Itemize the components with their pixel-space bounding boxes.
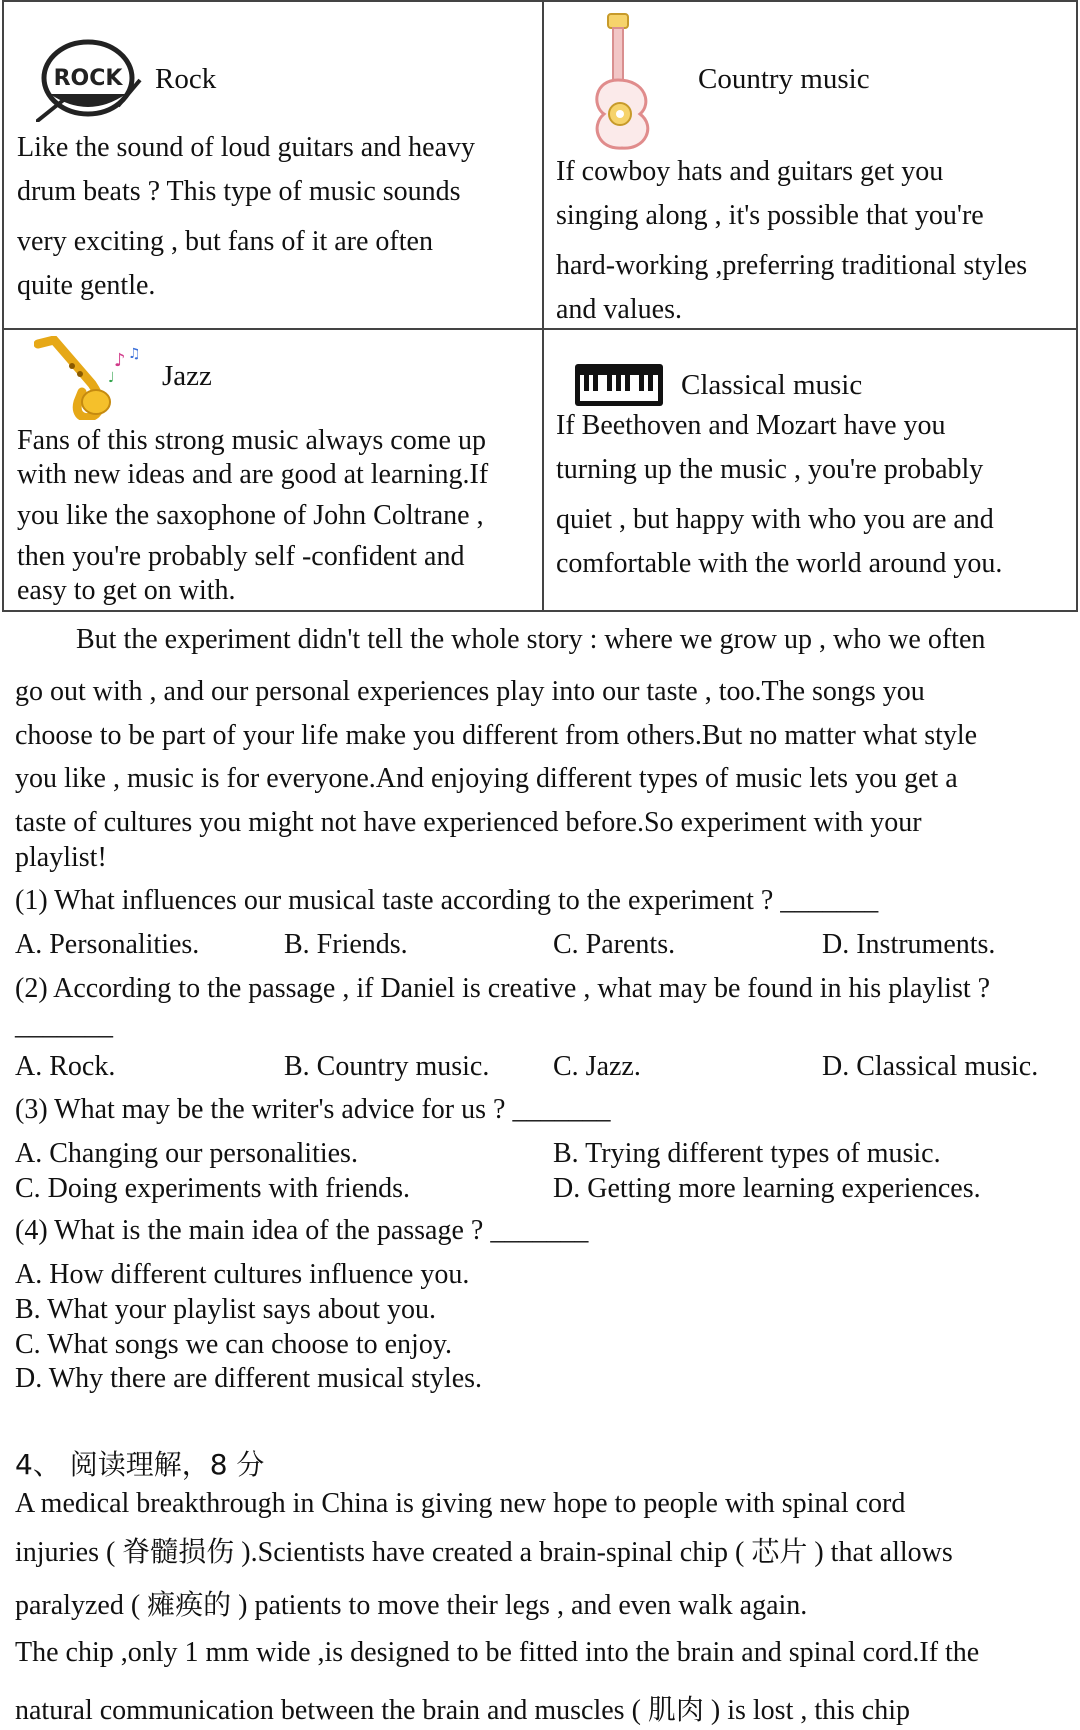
classical-line: quiet , but happy with who you are and: [556, 504, 994, 535]
passage-line: choose to be part of your life make you different from others.But no matter what style: [15, 720, 978, 751]
country-description: [556, 150, 1027, 332]
section-4-line: The chip ,only 1 mm wide ,is designed to be fitted into the brain and spinal cord.If the: [15, 1637, 980, 1668]
q3-option-d[interactable]: D. Getting more learning experiences.: [553, 1173, 981, 1204]
svg-text:♫: ♫: [128, 346, 141, 362]
passage-line: you like , music is for everyone.And enjoying different types of music lets you get a: [15, 763, 958, 794]
country-cell: [544, 2, 1080, 328]
classical-title: Classical music: [681, 369, 863, 401]
q2-option-d[interactable]: D. Classical music.: [822, 1051, 1039, 1082]
jazz-line: then you're probably self -confident and: [17, 541, 465, 572]
music-style-table: [2, 0, 1078, 612]
section-4-line: natural communication between the brain and muscles ( 肌肉 ) is lost , this chip: [15, 1695, 911, 1726]
q1-option-c[interactable]: C. Parents.: [553, 929, 676, 960]
classical-cell: [544, 330, 1080, 612]
jazz-line: easy to get on with.: [17, 575, 236, 606]
rock-line: quite gentle.: [17, 270, 156, 301]
rock-title: Rock: [155, 63, 217, 95]
svg-text:♪: ♪: [114, 350, 126, 371]
guitar-icon: [582, 10, 664, 152]
q2-option-b[interactable]: B. Country music.: [284, 1051, 490, 1082]
q4-option-d[interactable]: D. Why there are different musical styles.: [15, 1363, 483, 1394]
section-4-line: injuries ( 脊髓损伤 ).Scientists have created a brain-spinal chip ( 芯片 ) that allows: [15, 1537, 953, 1568]
svg-text:ROCK: ROCK: [53, 66, 123, 91]
rock-description: [17, 126, 475, 308]
piano-keyboard-icon: [574, 363, 664, 407]
country-title: Country music: [698, 63, 870, 95]
rock-line: very exciting , but fans of it are often: [17, 226, 433, 257]
country-line: hard-working ,preferring traditional styles: [556, 250, 1028, 281]
classical-description: [556, 404, 1002, 586]
q2-option-c[interactable]: C. Jazz.: [553, 1051, 641, 1082]
rock-line: drum beats ? This type of music sounds: [17, 176, 461, 207]
jazz-line: Fans of this strong music always come up: [17, 425, 486, 456]
q4-option-a[interactable]: A. How different cultures influence you.: [15, 1259, 470, 1290]
question-1: (1) What influences our musical taste according to the experiment ? _______: [15, 885, 879, 916]
question-4: (4) What is the main idea of the passage ? _______: [15, 1215, 589, 1246]
jazz-cell: [4, 330, 540, 612]
rock-drum-icon: [36, 36, 144, 122]
q3-option-a[interactable]: A. Changing our personalities.: [15, 1138, 358, 1169]
classical-line: turning up the music , you're probably: [556, 454, 984, 485]
passage-line: But the experiment didn't tell the whole story : where we grow up , who we often: [76, 624, 986, 655]
q3-option-c[interactable]: C. Doing experiments with friends.: [15, 1173, 411, 1204]
jazz-line: you like the saxophone of John Coltrane ,: [17, 500, 484, 531]
jazz-title: Jazz: [162, 360, 212, 392]
saxophone-icon: [34, 336, 144, 420]
section-4-heading: 4、 阅读理解，8 分: [15, 1448, 265, 1481]
q2-answer-blank[interactable]: _______: [15, 1010, 113, 1041]
jazz-description: [17, 424, 488, 608]
question-3: (3) What may be the writer's advice for us ? _______: [15, 1094, 611, 1125]
country-line: singing along , it's possible that you're: [556, 200, 984, 231]
q4-option-b[interactable]: B. What your playlist says about you.: [15, 1294, 436, 1325]
classical-line: If Beethoven and Mozart have you: [556, 410, 946, 441]
country-line: If cowboy hats and guitars get you: [556, 156, 944, 187]
passage-line: playlist!: [15, 842, 107, 873]
question-2: (2) According to the passage , if Daniel is creative , what may be found in his playlist ?: [15, 973, 991, 1004]
country-line: and values.: [556, 294, 682, 325]
svg-text:♩: ♩: [108, 370, 115, 386]
section-4-line: A medical breakthrough in China is giving new hope to people with spinal cord: [15, 1488, 906, 1519]
classical-line: comfortable with the world around you.: [556, 548, 1003, 579]
passage-line: go out with , and our personal experiences play into our taste , too.The songs you: [15, 676, 925, 707]
q3-option-b[interactable]: B. Trying different types of music.: [553, 1138, 941, 1169]
q2-option-a[interactable]: A. Rock.: [15, 1051, 116, 1082]
q1-option-b[interactable]: B. Friends.: [284, 929, 408, 960]
section-4-line: paralyzed ( 瘫痪的 ) patients to move their legs , and even walk again.: [15, 1590, 808, 1621]
q4-option-c[interactable]: C. What songs we can choose to enjoy.: [15, 1329, 453, 1360]
q1-option-a[interactable]: A. Personalities.: [15, 929, 200, 960]
rock-cell: [4, 2, 540, 328]
jazz-line: with new ideas and are good at learning.If: [17, 459, 489, 490]
q1-option-d[interactable]: D. Instruments.: [822, 929, 996, 960]
passage-line: taste of cultures you might not have experienced before.So experiment with your: [15, 807, 922, 838]
rock-line: Like the sound of loud guitars and heavy: [17, 132, 476, 163]
